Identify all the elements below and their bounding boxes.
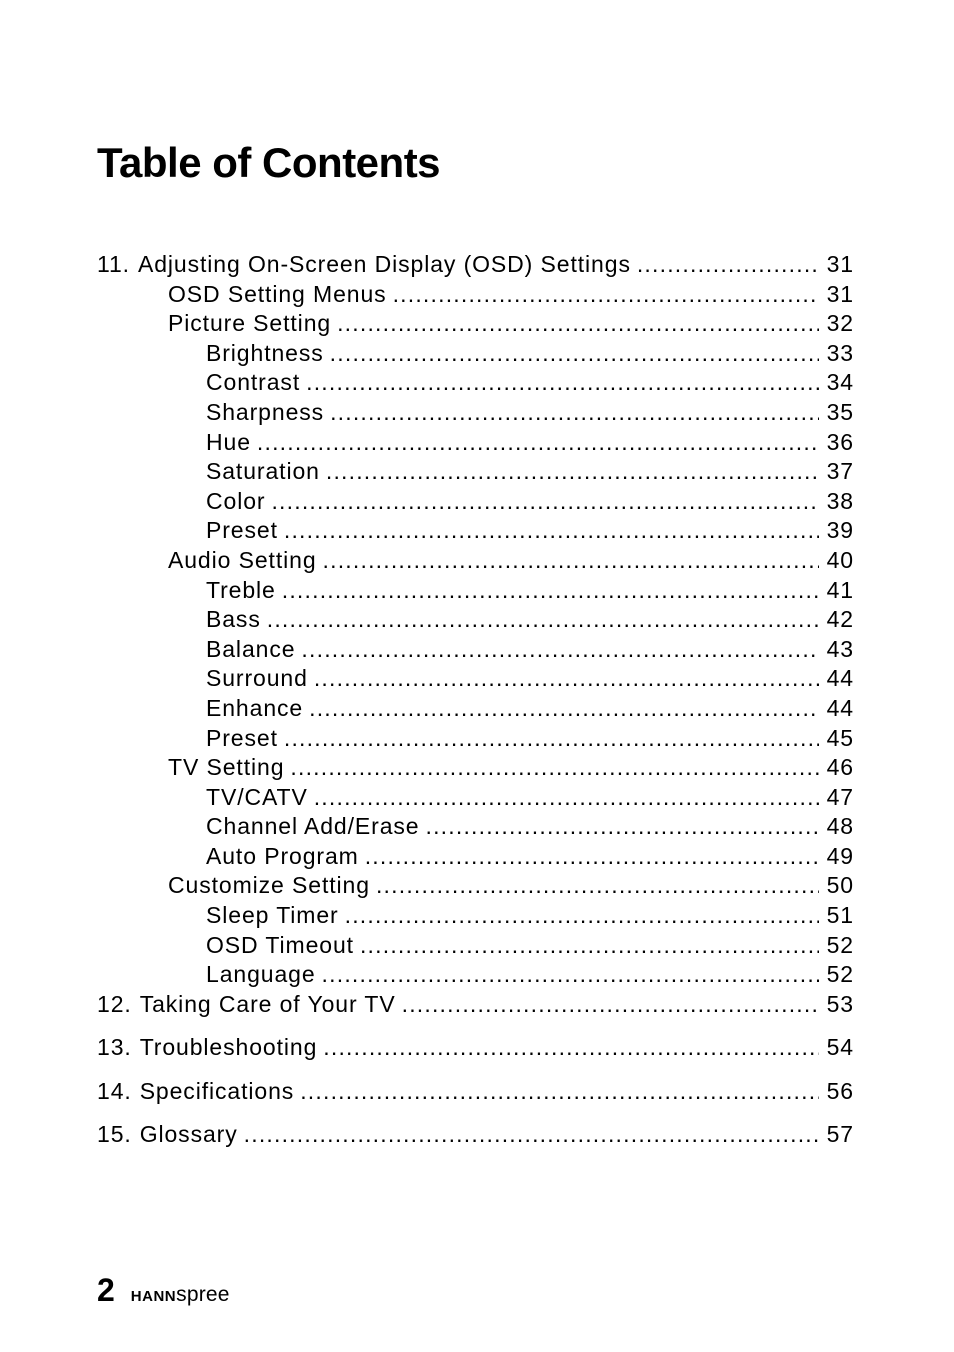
toc-entry-label bbox=[168, 871, 376, 901]
toc-entry-label bbox=[206, 605, 267, 635]
toc-page-number: 50 bbox=[826, 872, 854, 899]
toc-dot-leader bbox=[365, 842, 819, 872]
toc-entry-label bbox=[206, 783, 314, 813]
toc-entry-title: Sleep Timer bbox=[206, 902, 339, 929]
toc-page-number: 44 bbox=[826, 694, 854, 721]
toc-entry[interactable] bbox=[97, 546, 854, 576]
toc-page-number: 34 bbox=[826, 369, 854, 396]
toc-chapter[interactable] bbox=[97, 990, 854, 1034]
toc-entry-title: OSD Setting Menus bbox=[168, 280, 387, 307]
toc-entry-label bbox=[206, 901, 345, 931]
toc-dot-leader bbox=[330, 398, 819, 428]
toc-page-number: 40 bbox=[826, 546, 854, 573]
brand-logo-light: spree bbox=[176, 1283, 230, 1306]
toc-entry-title: TV Setting bbox=[168, 754, 285, 781]
table-of-contents bbox=[97, 250, 854, 1164]
toc-page-number: 36 bbox=[826, 428, 854, 455]
toc-entry[interactable] bbox=[97, 576, 854, 606]
toc-chapter[interactable] bbox=[97, 250, 854, 280]
toc-page-number: 57 bbox=[826, 1121, 854, 1148]
toc-entry-label bbox=[97, 990, 402, 1020]
toc-entry-label bbox=[206, 368, 306, 398]
toc-chapter-number: 11. bbox=[97, 251, 130, 277]
toc-page-number: 35 bbox=[826, 398, 854, 425]
toc-chapter[interactable] bbox=[97, 1120, 854, 1164]
toc-entry[interactable] bbox=[97, 487, 854, 517]
toc-page-number: 41 bbox=[826, 576, 854, 603]
brand-logo-bold: HANN bbox=[130, 1288, 177, 1305]
toc-entry-label bbox=[168, 309, 337, 339]
toc-entry-title: Brightness bbox=[206, 339, 324, 366]
toc-entry[interactable] bbox=[97, 339, 854, 369]
toc-entry[interactable] bbox=[97, 812, 854, 842]
toc-entry-title: Hue bbox=[206, 428, 251, 455]
toc-chapter-number: 15. bbox=[97, 1121, 132, 1148]
toc-entry-label bbox=[97, 1033, 323, 1063]
toc-entry[interactable] bbox=[97, 635, 854, 665]
toc-entry-label bbox=[206, 339, 330, 369]
toc-entry-title: OSD Timeout bbox=[206, 931, 354, 958]
toc-entry-title: Preset bbox=[206, 517, 278, 544]
toc-entry[interactable] bbox=[97, 516, 854, 546]
toc-entry[interactable] bbox=[97, 605, 854, 635]
toc-dot-leader bbox=[376, 871, 819, 901]
toc-page-number: 42 bbox=[826, 606, 854, 633]
toc-dot-leader bbox=[323, 1033, 818, 1063]
toc-entry-label bbox=[168, 753, 290, 783]
toc-entry-title: Auto Program bbox=[206, 842, 359, 869]
toc-dot-leader bbox=[326, 457, 819, 487]
toc-entry[interactable] bbox=[97, 931, 854, 961]
toc-dot-leader bbox=[290, 753, 818, 783]
toc-dot-leader bbox=[300, 1077, 818, 1107]
toc-page-number: 54 bbox=[826, 1034, 854, 1061]
toc-page-number: 45 bbox=[826, 724, 854, 751]
toc-entry[interactable] bbox=[97, 398, 854, 428]
toc-dot-leader bbox=[345, 901, 819, 931]
toc-entry-label bbox=[206, 931, 360, 961]
toc-page-number: 31 bbox=[826, 280, 854, 307]
toc-entry-label bbox=[206, 724, 284, 754]
toc-page-number: 38 bbox=[826, 487, 854, 514]
toc-entry-title: Customize Setting bbox=[168, 872, 370, 899]
toc-entry-title: TV/CATV bbox=[206, 783, 308, 810]
toc-page-number: 53 bbox=[826, 990, 854, 1017]
toc-entry[interactable] bbox=[97, 309, 854, 339]
page-title: Table of Contents bbox=[97, 139, 441, 186]
toc-entry-title: Surround bbox=[206, 665, 308, 692]
toc-dot-leader bbox=[301, 635, 818, 665]
toc-entry-label bbox=[206, 694, 309, 724]
toc-entry-label bbox=[206, 635, 301, 665]
toc-chapter-number: 13. bbox=[97, 1034, 132, 1061]
toc-entry-title: Taking Care of Your TV bbox=[139, 990, 396, 1017]
toc-entry-title: Specifications bbox=[139, 1077, 295, 1104]
toc-dot-leader bbox=[426, 812, 819, 842]
toc-dot-leader bbox=[360, 931, 819, 961]
toc-entry-title: Balance bbox=[206, 635, 296, 662]
toc-chapter-number: 14. bbox=[97, 1077, 132, 1104]
toc-entry[interactable] bbox=[97, 724, 854, 754]
toc-page-number: 51 bbox=[826, 902, 854, 929]
toc-entry-label bbox=[168, 546, 323, 576]
toc-entry[interactable] bbox=[97, 871, 854, 901]
toc-chapter[interactable] bbox=[97, 1033, 854, 1077]
page-number: 2 bbox=[97, 1272, 115, 1308]
toc-page-number: 32 bbox=[826, 310, 854, 337]
toc-dot-leader bbox=[314, 783, 819, 813]
toc-dot-leader bbox=[267, 605, 819, 635]
toc-dot-leader bbox=[306, 368, 818, 398]
toc-dot-leader bbox=[330, 339, 819, 369]
brand-logo bbox=[131, 1283, 230, 1307]
toc-entry-title: Sharpness bbox=[206, 398, 325, 425]
page-footer bbox=[97, 1272, 230, 1309]
toc-dot-leader bbox=[323, 546, 819, 576]
toc-page-number: 47 bbox=[826, 783, 854, 810]
toc-entry[interactable] bbox=[97, 428, 854, 458]
toc-page-number: 33 bbox=[826, 339, 854, 366]
toc-entry-label bbox=[206, 664, 314, 694]
toc-page-number: 39 bbox=[826, 517, 854, 544]
toc-dot-leader bbox=[314, 664, 819, 694]
toc-entry[interactable] bbox=[97, 842, 854, 872]
toc-entry[interactable] bbox=[97, 457, 854, 487]
toc-dot-leader bbox=[284, 516, 819, 546]
toc-dot-leader bbox=[257, 428, 819, 458]
toc-entry-title: Treble bbox=[206, 576, 276, 603]
toc-entry-title: Preset bbox=[206, 724, 278, 751]
toc-entry-label bbox=[206, 516, 284, 546]
toc-entry-title: Saturation bbox=[206, 458, 320, 485]
toc-entry[interactable] bbox=[97, 664, 854, 694]
toc-entry-label bbox=[206, 487, 271, 517]
toc-entry-title: Audio Setting bbox=[168, 546, 317, 573]
toc-entry-label bbox=[206, 812, 426, 842]
toc-entry[interactable] bbox=[97, 368, 854, 398]
toc-entry-title: Adjusting On-Screen Display (OSD) Settings bbox=[137, 251, 631, 277]
toc-page-number: 52 bbox=[826, 931, 854, 958]
toc-dot-leader bbox=[309, 694, 819, 724]
toc-dot-leader bbox=[402, 990, 819, 1020]
toc-dot-leader bbox=[282, 576, 819, 606]
toc-entry-title: Troubleshooting bbox=[139, 1034, 318, 1061]
toc-entry-title: Picture Setting bbox=[168, 310, 332, 337]
toc-entry-label bbox=[206, 842, 365, 872]
toc-entry[interactable] bbox=[97, 783, 854, 813]
toc-entry-title: Channel Add/Erase bbox=[206, 813, 420, 840]
toc-page-number: 43 bbox=[826, 635, 854, 662]
toc-entry-label bbox=[206, 457, 326, 487]
toc-page-number: 44 bbox=[826, 665, 854, 692]
toc-entry-label bbox=[97, 250, 637, 280]
toc-dot-leader bbox=[322, 960, 819, 990]
toc-dot-leader bbox=[244, 1120, 819, 1150]
toc-page-number: 48 bbox=[826, 813, 854, 840]
toc-entry-title: Contrast bbox=[206, 369, 301, 396]
toc-entry-label bbox=[206, 428, 257, 458]
toc-entry-title: Glossary bbox=[139, 1121, 238, 1148]
toc-page-number: 31 bbox=[826, 251, 854, 277]
toc-entry-title: Bass bbox=[206, 606, 261, 633]
toc-dot-leader bbox=[393, 280, 819, 310]
toc-entry-title: Color bbox=[206, 487, 266, 514]
toc-dot-leader bbox=[637, 250, 819, 280]
toc-entry-label bbox=[206, 576, 282, 606]
toc-entry-label bbox=[97, 1120, 244, 1150]
toc-entry[interactable] bbox=[97, 901, 854, 931]
toc-page-number: 37 bbox=[826, 458, 854, 485]
toc-dot-leader bbox=[271, 487, 818, 517]
toc-entry[interactable] bbox=[97, 753, 854, 783]
toc-dot-leader bbox=[337, 309, 819, 339]
toc-entry[interactable] bbox=[97, 960, 854, 990]
toc-entry-title: Enhance bbox=[206, 694, 304, 721]
toc-page-number: 46 bbox=[826, 754, 854, 781]
toc-entry-label bbox=[97, 1077, 300, 1107]
toc-page-number: 56 bbox=[826, 1077, 854, 1104]
toc-chapter-number: 12. bbox=[97, 990, 132, 1017]
toc-entry[interactable] bbox=[97, 280, 854, 310]
toc-chapter[interactable] bbox=[97, 1077, 854, 1121]
toc-dot-leader bbox=[284, 724, 819, 754]
toc-entry-label bbox=[168, 280, 393, 310]
toc-entry-label bbox=[206, 960, 322, 990]
toc-page-number: 49 bbox=[826, 842, 854, 869]
toc-entry[interactable] bbox=[97, 694, 854, 724]
toc-entry-label bbox=[206, 398, 330, 428]
toc-page-number: 52 bbox=[826, 961, 854, 988]
toc-entry-title: Language bbox=[206, 961, 316, 988]
